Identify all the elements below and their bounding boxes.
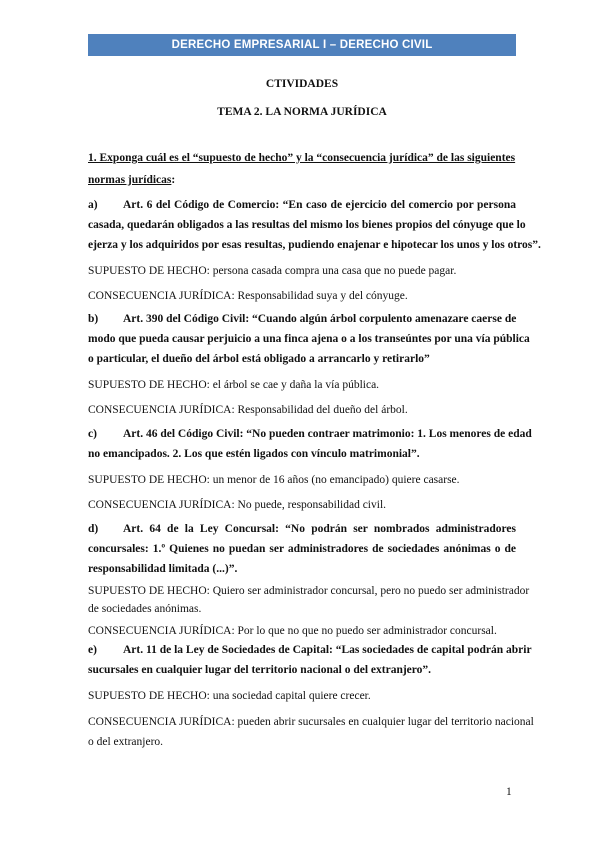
item-c-text-line-2: no emancipados. 2. Los que estén ligados con vínculo matrimonial”. (88, 448, 420, 460)
header-banner: DERECHO EMPRESARIAL I – DERECHO CIVIL (88, 34, 516, 56)
page-subtitle: TEMA 2. LA NORMA JURÍDICA (217, 106, 387, 118)
page-title: CTIVIDADES (265, 78, 339, 90)
page-number: 1 (506, 786, 512, 798)
item-b-supuesto: SUPUESTO DE HECHO: el árbol se cae y daña la vía pública. (88, 379, 380, 391)
item-d-text-line-1: d) Art. 64 de la Ley Concursal: “No podrán ser nombrados administradores (88, 523, 516, 535)
item-b-text-line-2: modo que pueda causar perjuicio a una finca ajena o a los transeúntes por una vía pública (88, 333, 530, 345)
question-line-2: normas jurídicas: (88, 174, 176, 186)
item-b-text-line-1: b) Art. 390 del Código Civil: “Cuando algún árbol corpulento amenazare caerse de (88, 313, 517, 325)
item-c-supuesto: SUPUESTO DE HECHO: un menor de 16 años (no emancipado) quiere casarse. (88, 474, 460, 486)
item-a-consecuencia: CONSECUENCIA JURÍDICA: Responsabilidad suya y del cónyuge. (88, 290, 408, 302)
question-line-1: 1. Exponga cuál es el “supuesto de hecho” y la “consecuencia jurídica” de las siguientes (88, 152, 516, 164)
item-a-text-line-2: casada, quedarán obligados a las resultas del mismo los bienes propios del cónyuge que lo (88, 219, 526, 231)
item-e-text-line-1: e) Art. 11 de la Ley de Sociedades de Capital: “Las sociedades de capital podrán abrir (88, 644, 532, 656)
item-a-supuesto: SUPUESTO DE HECHO: persona casada compra una casa que no puede pagar. (88, 265, 457, 277)
item-d-text-line-2: concursales: 1.º Quienes no puedan ser administradores de sociedades anónimas o de (88, 543, 516, 555)
item-a-text-line-1: a) Art. 6 del Código de Comercio: “En caso de ejercicio del comercio por persona (88, 199, 516, 211)
item-d-consecuencia: CONSECUENCIA JURÍDICA: Por lo que no que no puedo ser administrador concursal. (88, 625, 497, 637)
item-b-consecuencia: CONSECUENCIA JURÍDICA: Responsabilidad del dueño del árbol. (88, 404, 408, 416)
item-d-supuesto-line-2: de sociedades anónimas. (88, 603, 202, 615)
item-b-text-line-3: o particular, el dueño del árbol está obligado a arrancarlo y retirarlo” (88, 353, 430, 365)
item-c-consecuencia: CONSECUENCIA JURÍDICA: No puede, responsabilidad civil. (88, 499, 387, 511)
item-e-supuesto: SUPUESTO DE HECHO: una sociedad capital quiere crecer. (88, 690, 371, 702)
item-c-text-line-1: c) Art. 46 del Código Civil: “No pueden contraer matrimonio: 1. Los menores de edad (88, 428, 532, 440)
item-e-consecuencia-line-1: CONSECUENCIA JURÍDICA: pueden abrir sucursales en cualquier lugar del territorio nacional (88, 716, 534, 728)
item-d-text-line-3: responsabilidad limitada (...)”. (88, 563, 238, 575)
item-e-consecuencia-line-2: o del extranjero. (88, 736, 164, 748)
item-e-text-line-2: sucursales en cualquier lugar del territorio nacional o del extranjero”. (88, 664, 432, 676)
item-a-text-line-3: ejerza y los adquiridos por esas resultas, pudiendo enajenar e hipotecar los unos y los otros”. (88, 239, 541, 251)
item-d-supuesto-line-1: SUPUESTO DE HECHO: Quiero ser administrador concursal, pero no puedo ser administrador (88, 585, 530, 597)
